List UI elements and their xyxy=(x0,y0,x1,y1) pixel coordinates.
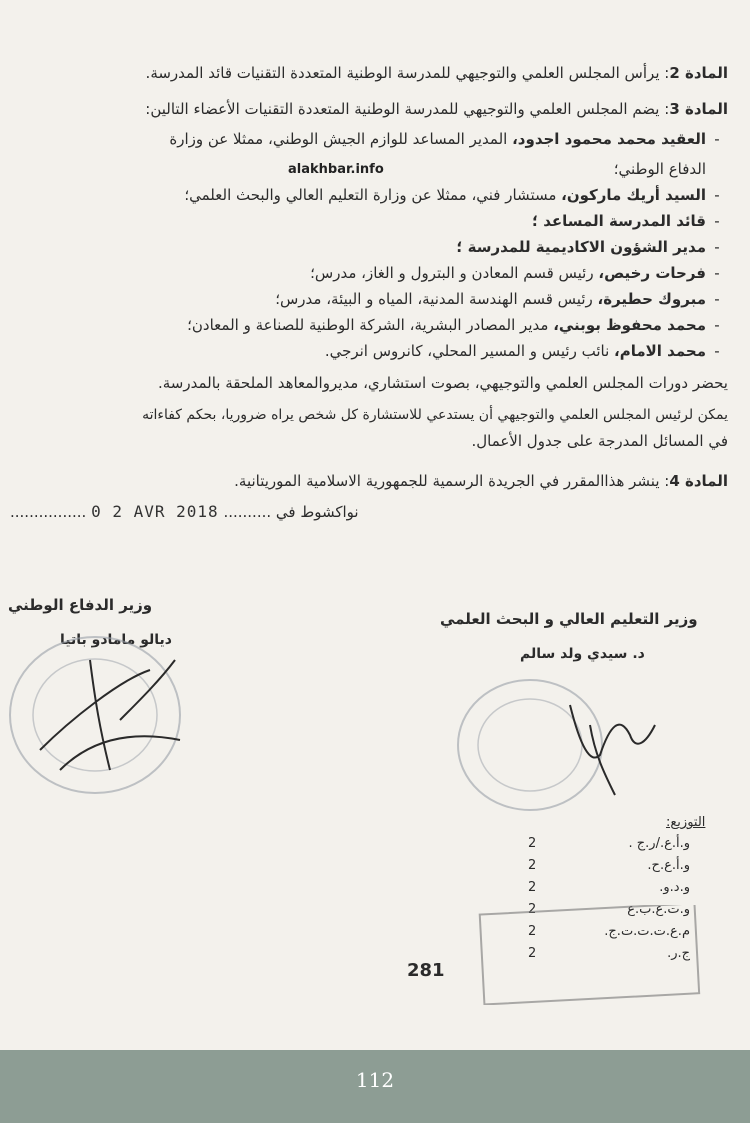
member-item: -قائد المدرسة المساعد ؛ xyxy=(531,212,720,230)
member-item: -فرحات رخيص، رئيس قسم المعادن و البترول و الغاز، مدرس؛ xyxy=(310,264,720,282)
member-item: -العقيد محمد محمود اجدود، المدير المساعد للوازم الجيش الوطني، ممثلا عن وزارة xyxy=(169,130,720,148)
member-item: -مبروك حطيرة، رئيس قسم الهندسة المدنية، المياه و البيئة، مدرس؛ xyxy=(275,290,720,308)
distribution-row: 2 و.ت.ع.ب.ع xyxy=(528,902,690,917)
watermark-text: alakhbar.info xyxy=(288,162,384,177)
page-number: 281 xyxy=(407,960,445,981)
member-item: -محمد الامام، نائب رئيس و المسير المحلي، كانروس انرجي. xyxy=(324,342,720,360)
member-item: -محمد محفوظ بوبني، مدير المصادر البشرية، الشركة الوطنية للصناعة و المعادن؛ xyxy=(187,316,720,334)
article-3 xyxy=(22,98,728,120)
education-minister-title: وزير التعليم العالي و البحث العلمي xyxy=(440,610,698,628)
distribution-row: 2 و.د.و. xyxy=(528,880,690,895)
education-seal-signature-icon xyxy=(440,665,680,825)
member-item-continued: الدفاع الوطني؛ xyxy=(613,160,706,178)
article-3-text: : يضم المجلس العلمي والتوجيهي للمدرسة الوطنية المتعددة التقنيات الأعضاء التالين: xyxy=(145,100,670,118)
article-3-label: المادة 3 xyxy=(669,100,728,118)
paragraph-consult-line2: في المسائل المدرجة على جدول الأعمال. xyxy=(471,432,728,450)
article-2 xyxy=(22,62,728,84)
article-2-label: المادة 2 xyxy=(669,64,728,82)
date-line xyxy=(10,502,359,521)
date-stamp: 0 2 AVR 2018 xyxy=(91,502,219,521)
distribution-row: 2 و.أ.ع.ح. xyxy=(528,858,690,873)
member-item: -مدير الشؤون الاكاديمية للمدرسة ؛ xyxy=(456,238,720,256)
date-dots: ................ xyxy=(10,503,87,521)
paragraph-advisory: يحضر دورات المجلس العلمي والتوجيهي، بصوت استشاري، مديروالمعاهد الملحقة بالمدرسة. xyxy=(158,374,728,392)
article-4-text: : ينشر هذاالمقرر في الجريدة الرسمية للجمهورية الاسلامية الموريتانية. xyxy=(234,472,670,490)
distribution-title: التوزيع: xyxy=(666,815,706,830)
paragraph-consult-line1: يمكن لرئيس المجلس العلمي والتوجيهي أن يستدعي للاستشارة كل شخص يراه ضروريا، بحكم كفاءاته xyxy=(142,407,728,423)
distribution-row: 2 و.أ.ع./ر.ج . xyxy=(528,836,690,851)
registration-stamp-icon xyxy=(478,905,703,1005)
footer-page-number: 112 xyxy=(355,1068,395,1092)
article-4 xyxy=(22,470,728,492)
article-2-text: : يرأس المجلس العلمي والتوجيهي للمدرسة الوطنية المتعددة التقنيات قائد المدرسة. xyxy=(145,64,670,82)
member-item: -السيد أريك ماركون، مستشار فني، ممثلا عن وزارة التعليم العالي والبحث العلمي؛ xyxy=(184,186,720,204)
defense-seal-signature-icon xyxy=(0,620,250,800)
article-4-label: المادة 4 xyxy=(669,472,728,490)
distribution-row: 2 م.ع.ت.ت.ت.ج. xyxy=(528,924,690,939)
defense-minister-title: وزير الدفاع الوطني xyxy=(8,596,153,614)
defense-minister-name: ديالو مامادو باتيا xyxy=(60,632,172,648)
education-minister-name: د. سيدي ولد سالم xyxy=(520,646,645,662)
distribution-row: 2 ج.ر. xyxy=(528,946,690,961)
date-place: نواكشوط في .......... xyxy=(223,503,359,521)
